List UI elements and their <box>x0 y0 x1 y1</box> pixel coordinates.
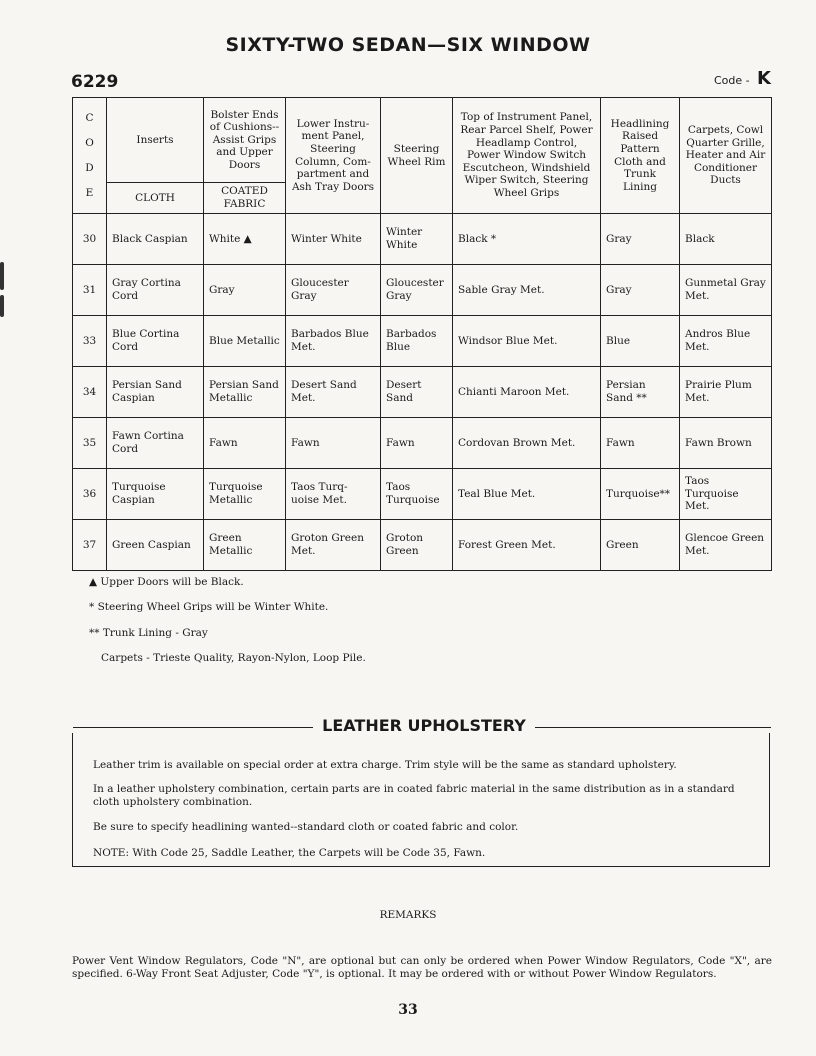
cell-steering-rim: Barbados Blue <box>381 316 453 367</box>
code-column-header <box>73 98 107 214</box>
footnote-steering-grips: * Steering Wheel Grips will be Winter White. <box>89 601 329 614</box>
cell-inserts: Gray Cortina Cord <box>107 265 204 316</box>
trim-combination-table <box>72 97 772 571</box>
footnote-upper-doors: ▲ Upper Doors will be Black. <box>89 576 244 588</box>
cell-code: 37 <box>73 520 107 571</box>
leather-paragraph-combination: In a leather upholstery combination, certain parts are in coated fabric material in the same distribution as in a standard cloth upholstery combination. <box>93 783 735 808</box>
code-letter-o: O <box>85 136 94 149</box>
steering-rim-header: Steering Wheel Rim <box>381 98 453 214</box>
cell-top-panel: Sable Gray Met. <box>453 265 601 316</box>
table-row <box>73 367 772 418</box>
code-letter-d: D <box>85 161 94 174</box>
cell-carpets: Fawn Brown <box>680 418 772 469</box>
cell-top-panel: Black * <box>453 214 601 265</box>
cell-carpets: Black <box>680 214 772 265</box>
table-row <box>73 520 772 571</box>
cell-code: 33 <box>73 316 107 367</box>
cell-lower-panel: Winter White <box>286 214 381 265</box>
cell-inserts: Black Caspian <box>107 214 204 265</box>
cell-carpets: Prairie Plum Met. <box>680 367 772 418</box>
cloth-subheader: CLOTH <box>107 183 204 214</box>
cell-steering-rim: Taos Turquoise <box>381 469 453 520</box>
cell-bolster: White ▲ <box>204 214 286 265</box>
remarks-text: Power Vent Window Regulators, Code "N", are optional but can only be ordered when Power Window Regulators, Code "X", are specified. 6-Way Front Seat Adjuster, Code "Y", is optional. It may be ordered with or without Power Window Regulators. <box>72 955 772 980</box>
cell-bolster: Persian Sand Metallic <box>204 367 286 418</box>
code-label: Code - <box>714 74 750 87</box>
cell-headlining: Blue <box>601 316 680 367</box>
cell-top-panel: Chianti Maroon Met. <box>453 367 601 418</box>
cell-lower-panel: Barbados Blue Met. <box>286 316 381 367</box>
footnotes <box>89 576 366 677</box>
cell-headlining: Turquoise** <box>601 469 680 520</box>
binder-hole-mark <box>0 262 4 290</box>
footnote-trunk-lining: ** Trunk Lining - Gray <box>89 626 208 639</box>
cell-inserts: Blue Cortina Cord <box>107 316 204 367</box>
cell-lower-panel: Taos Turq- uoise Met. <box>286 469 381 520</box>
table-row <box>73 418 772 469</box>
bolster-header: Bolster Ends of Cushions-- Assist Grips and Upper Doors <box>204 98 286 183</box>
code-letter: K <box>757 68 771 89</box>
leather-paragraph-note: NOTE: With Code 25, Saddle Leather, the Carpets will be Code 35, Fawn. <box>93 847 486 859</box>
cell-bolster: Fawn <box>204 418 286 469</box>
coated-fabric-subheader: COATED FABRIC <box>204 183 286 214</box>
trim-table-body <box>73 214 772 571</box>
cell-top-panel: Forest Green Met. <box>453 520 601 571</box>
cell-carpets: Gunmetal Gray Met. <box>680 265 772 316</box>
cell-carpets: Glencoe Green Met. <box>680 520 772 571</box>
table-row <box>73 214 772 265</box>
cell-carpets: Andros Blue Met. <box>680 316 772 367</box>
table-row <box>73 265 772 316</box>
cell-bolster: Green Metallic <box>204 520 286 571</box>
cell-headlining: Gray <box>601 214 680 265</box>
cell-top-panel: Windsor Blue Met. <box>453 316 601 367</box>
top-panel-header: Top of Instrument Panel, Rear Parcel Shelf, Power Headlamp Control, Power Window Switch Escutcheon, Windshield Wiper Switch, Steering Wheel Grips <box>453 98 601 214</box>
code-letter-c: C <box>85 111 94 124</box>
leather-paragraph-headlining: Be sure to specify headlining wanted--standard cloth or coated fabric and color. <box>93 821 519 833</box>
leather-paragraph-trim: Leather trim is available on special order at extra charge. Trim style will be the same as standard upholstery. <box>93 759 677 771</box>
cell-code: 36 <box>73 469 107 520</box>
cell-steering-rim: Winter White <box>381 214 453 265</box>
lower-panel-header: Lower Instru- ment Panel, Steering Column, Com- partment and Ash Tray Doors <box>286 98 381 214</box>
cell-code: 30 <box>73 214 107 265</box>
leather-title-rule-right <box>535 727 771 728</box>
cell-headlining: Gray <box>601 265 680 316</box>
cell-steering-rim: Fawn <box>381 418 453 469</box>
cell-lower-panel: Fawn <box>286 418 381 469</box>
cell-headlining: Fawn <box>601 418 680 469</box>
cell-inserts: Fawn Cortina Cord <box>107 418 204 469</box>
cell-headlining: Green <box>601 520 680 571</box>
cell-headlining: Persian Sand ** <box>601 367 680 418</box>
cell-steering-rim: Desert Sand <box>381 367 453 418</box>
cell-steering-rim: Groton Green <box>381 520 453 571</box>
headlining-header: Headlining Raised Pattern Cloth and Trunk Lining <box>601 98 680 214</box>
table-row <box>73 316 772 367</box>
cell-top-panel: Cordovan Brown Met. <box>453 418 601 469</box>
cell-carpets: Taos Turquoise Met. <box>680 469 772 520</box>
remarks-heading: REMARKS <box>379 909 437 921</box>
cell-code: 35 <box>73 418 107 469</box>
table-row <box>73 469 772 520</box>
footnote-carpets: Carpets - Trieste Quality, Rayon-Nylon, Loop Pile. <box>101 651 366 664</box>
cell-inserts: Turquoise Caspian <box>107 469 204 520</box>
cell-lower-panel: Gloucester Gray <box>286 265 381 316</box>
cell-bolster: Gray <box>204 265 286 316</box>
leather-upholstery-title: LEATHER UPHOLSTERY <box>322 716 526 735</box>
page-number: 33 <box>398 1002 418 1018</box>
cell-bolster: Blue Metallic <box>204 316 286 367</box>
cell-lower-panel: Groton Green Met. <box>286 520 381 571</box>
binder-hole-mark <box>0 295 4 317</box>
cell-code: 31 <box>73 265 107 316</box>
cell-lower-panel: Desert Sand Met. <box>286 367 381 418</box>
cell-inserts: Persian Sand Caspian <box>107 367 204 418</box>
model-number: 6229 <box>71 72 119 92</box>
cell-inserts: Green Caspian <box>107 520 204 571</box>
leather-upholstery-box <box>72 733 770 867</box>
page-title: SIXTY-TWO SEDAN—SIX WINDOW <box>225 34 591 56</box>
leather-title-rule-left <box>73 727 313 728</box>
cell-code: 34 <box>73 367 107 418</box>
carpets-header: Carpets, Cowl Quarter Grille, Heater and Air Conditioner Ducts <box>680 98 772 214</box>
cell-steering-rim: Gloucester Gray <box>381 265 453 316</box>
inserts-header: Inserts <box>107 98 204 183</box>
cell-bolster: Turquoise Metallic <box>204 469 286 520</box>
cell-top-panel: Teal Blue Met. <box>453 469 601 520</box>
code-letter-e: E <box>85 186 94 199</box>
